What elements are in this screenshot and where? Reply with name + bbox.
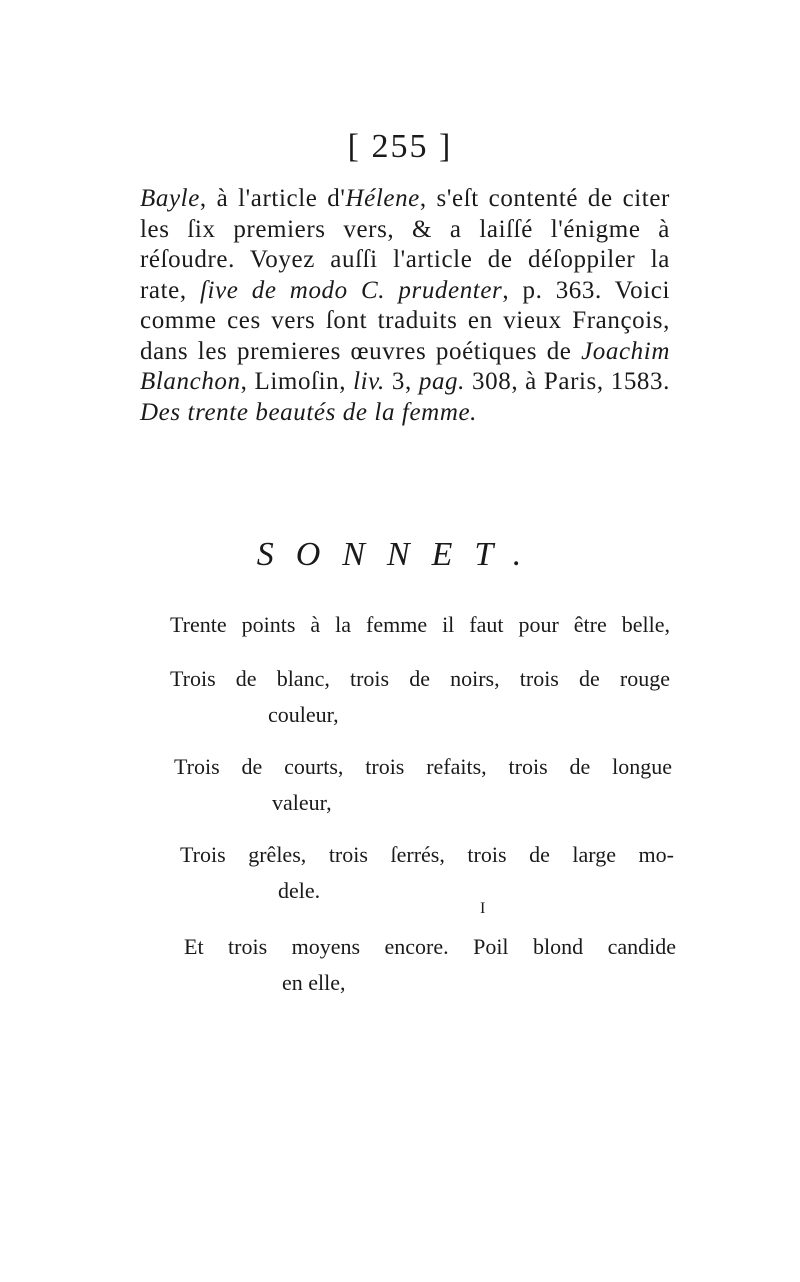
prose-segment: 308, à Paris, 1583. <box>465 368 670 395</box>
verse-line: Trois de courts, trois refaits, trois de longue <box>174 754 672 779</box>
prose-segment: Hélene <box>345 185 420 212</box>
signature-mark: I <box>480 900 486 917</box>
prose-paragraph <box>140 184 670 428</box>
verse-continuation: couleur, <box>268 702 339 727</box>
verse-5 <box>184 932 676 998</box>
verse-2 <box>170 664 670 730</box>
prose-segment: pag. <box>418 368 466 395</box>
verse-3 <box>174 752 672 818</box>
prose-segment: 3, <box>384 368 419 395</box>
prose-segment: Bayle <box>140 185 200 212</box>
prose-segment: Des trente beautés de la femme. <box>140 398 478 426</box>
prose-segment: Joachim Blanchon <box>140 337 670 395</box>
sonnet-title: SONNET. <box>256 536 544 573</box>
page-number: [ 255 ] <box>347 128 453 165</box>
prose-segment: ſive de modo C. prudenter <box>199 276 503 304</box>
verse-line: Trois de blanc, trois de noirs, trois de rouge <box>170 666 670 691</box>
verse-line: Et trois moyens encore. Poil blond candide <box>184 934 676 959</box>
prose-segment: , à l'article d' <box>199 185 346 212</box>
prose-segment: , s'eſt contenté de citer les ſix premiers vers, & a laiſſé l'énigme à réſoudre. Voyez auſſi l'article de déſoppiler la rate, <box>140 185 670 304</box>
verse-line: Trois grêles, trois ſerrés, trois de large mo- <box>180 842 674 867</box>
verse-continuation: en elle, <box>282 970 346 995</box>
verse-4 <box>180 840 674 906</box>
prose-segment: , Limoſin, <box>240 368 354 395</box>
prose-segment: , p. 363. Voici comme ces vers ſont traduits en vieux François, dans les premieres œuvres poétiques de <box>140 276 670 365</box>
verse-line: Trente points à la femme il faut pour être belle, <box>170 612 670 637</box>
prose-segment: liv. <box>353 368 385 395</box>
verse-continuation: valeur, <box>272 790 332 815</box>
verse-1 <box>170 610 670 640</box>
verse-continuation: dele. <box>278 878 321 903</box>
